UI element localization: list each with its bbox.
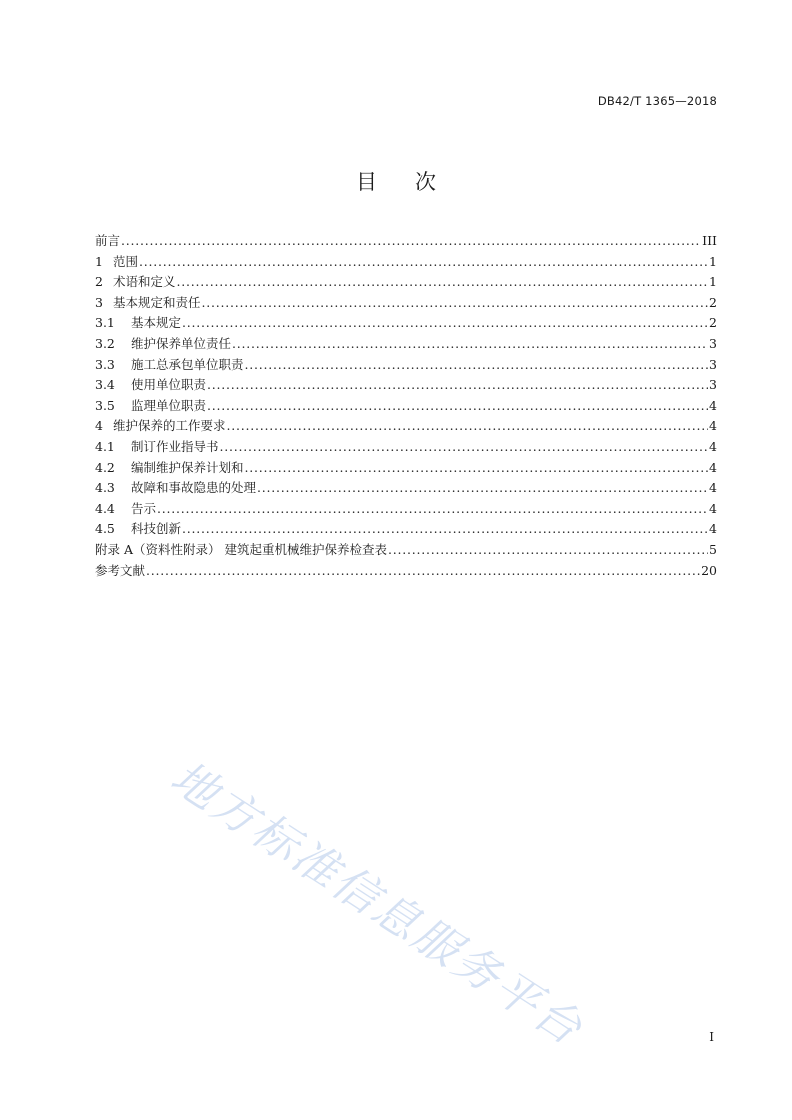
toc-label: 告示 [131, 500, 157, 516]
toc-number: 4 [95, 418, 103, 434]
toc-entry[interactable] [95, 334, 717, 355]
toc-entry[interactable] [95, 355, 717, 376]
toc-entry[interactable] [95, 375, 717, 396]
toc-label: 附录 A（资料性附录） 建筑起重机械维护保养检查表 [95, 541, 387, 557]
toc-entry[interactable] [95, 478, 717, 499]
toc-number: 3 [95, 294, 103, 310]
toc-entry[interactable] [95, 458, 717, 479]
toc-leader [182, 519, 708, 540]
toc-number: 3.2 [95, 335, 115, 351]
toc-leader [257, 478, 708, 499]
toc-page: 2 [709, 294, 717, 310]
toc-number: 3.4 [95, 377, 115, 393]
toc-number: 1 [95, 253, 103, 269]
toc-entry[interactable] [95, 540, 717, 561]
toc-label: 制订作业指导书 [131, 438, 219, 454]
toc-label: 术语和定义 [113, 274, 176, 290]
title-char-2: 次 [415, 170, 436, 194]
toc-page: 1 [709, 253, 717, 269]
toc-leader [177, 272, 709, 293]
toc-leader [245, 458, 709, 479]
toc-entry[interactable] [95, 272, 717, 293]
toc-entry[interactable] [95, 313, 717, 334]
toc-label: 范围 [113, 253, 139, 269]
page-title [0, 166, 792, 196]
toc-leader [232, 334, 708, 355]
toc-page: 20 [701, 562, 717, 578]
toc-page: 4 [709, 500, 717, 516]
toc-label: 使用单位职责 [131, 377, 207, 393]
toc-page: III [702, 233, 717, 248]
toc-leader [182, 313, 708, 334]
toc-page: 4 [709, 480, 717, 496]
toc-label: 基本规定 [131, 315, 182, 331]
toc-number: 4.5 [95, 521, 115, 537]
page-number: I [709, 1030, 714, 1044]
toc-entry[interactable] [95, 561, 717, 582]
toc-number: 3.1 [95, 315, 115, 331]
toc-page: 3 [709, 335, 717, 351]
toc-number: 3.5 [95, 397, 115, 413]
toc-number: 4.2 [95, 459, 115, 475]
toc-entry[interactable] [95, 499, 717, 520]
toc-entry[interactable] [95, 252, 717, 273]
toc-page: 1 [709, 274, 717, 290]
title-char-1: 目 [356, 170, 377, 194]
toc-entry[interactable] [95, 293, 717, 314]
toc-number: 2 [95, 274, 103, 290]
toc-leader [157, 499, 708, 520]
toc-leader [139, 252, 708, 273]
toc-page: 4 [709, 418, 717, 434]
toc-leader [146, 561, 700, 582]
toc-entry[interactable] [95, 231, 717, 252]
toc-page: 5 [709, 541, 717, 557]
toc-label: 维护保养的工作要求 [113, 418, 226, 434]
toc-leader [388, 540, 708, 561]
toc-page: 4 [709, 438, 717, 454]
toc-label: 故障和事故隐患的处理 [131, 480, 257, 496]
toc-number: 3.3 [95, 356, 115, 372]
toc-page: 4 [709, 521, 717, 537]
toc-leader [121, 231, 701, 252]
toc-leader [220, 437, 709, 458]
toc-label: 前言 [95, 233, 121, 248]
toc-number: 4.3 [95, 480, 115, 496]
toc-label: 编制维护保养计划和 [131, 459, 244, 475]
toc-label: 参考文献 [95, 562, 146, 578]
toc-label: 科技创新 [131, 521, 182, 537]
table-of-contents [95, 231, 717, 581]
toc-entry[interactable] [95, 519, 717, 540]
toc-number: 4.1 [95, 438, 115, 454]
toc-page: 3 [709, 356, 717, 372]
toc-label: 监理单位职责 [131, 397, 207, 413]
document-code: DB42/T 1365—2018 [597, 94, 717, 108]
toc-label: 维护保养单位责任 [131, 335, 232, 351]
toc-number: 4.4 [95, 500, 115, 516]
toc-leader [207, 396, 708, 417]
toc-entry[interactable] [95, 437, 717, 458]
toc-leader [202, 293, 709, 314]
watermark: 地方标准信息服务平台 [161, 750, 594, 1057]
toc-leader [227, 416, 709, 437]
toc-entry[interactable] [95, 416, 717, 437]
toc-page: 2 [709, 315, 717, 331]
toc-page: 4 [709, 397, 717, 413]
toc-label: 基本规定和责任 [113, 294, 201, 310]
toc-leader [245, 355, 709, 376]
toc-label: 施工总承包单位职责 [131, 356, 244, 372]
toc-leader [207, 375, 708, 396]
toc-page: 4 [709, 459, 717, 475]
toc-page: 3 [709, 377, 717, 393]
toc-entry[interactable] [95, 396, 717, 417]
